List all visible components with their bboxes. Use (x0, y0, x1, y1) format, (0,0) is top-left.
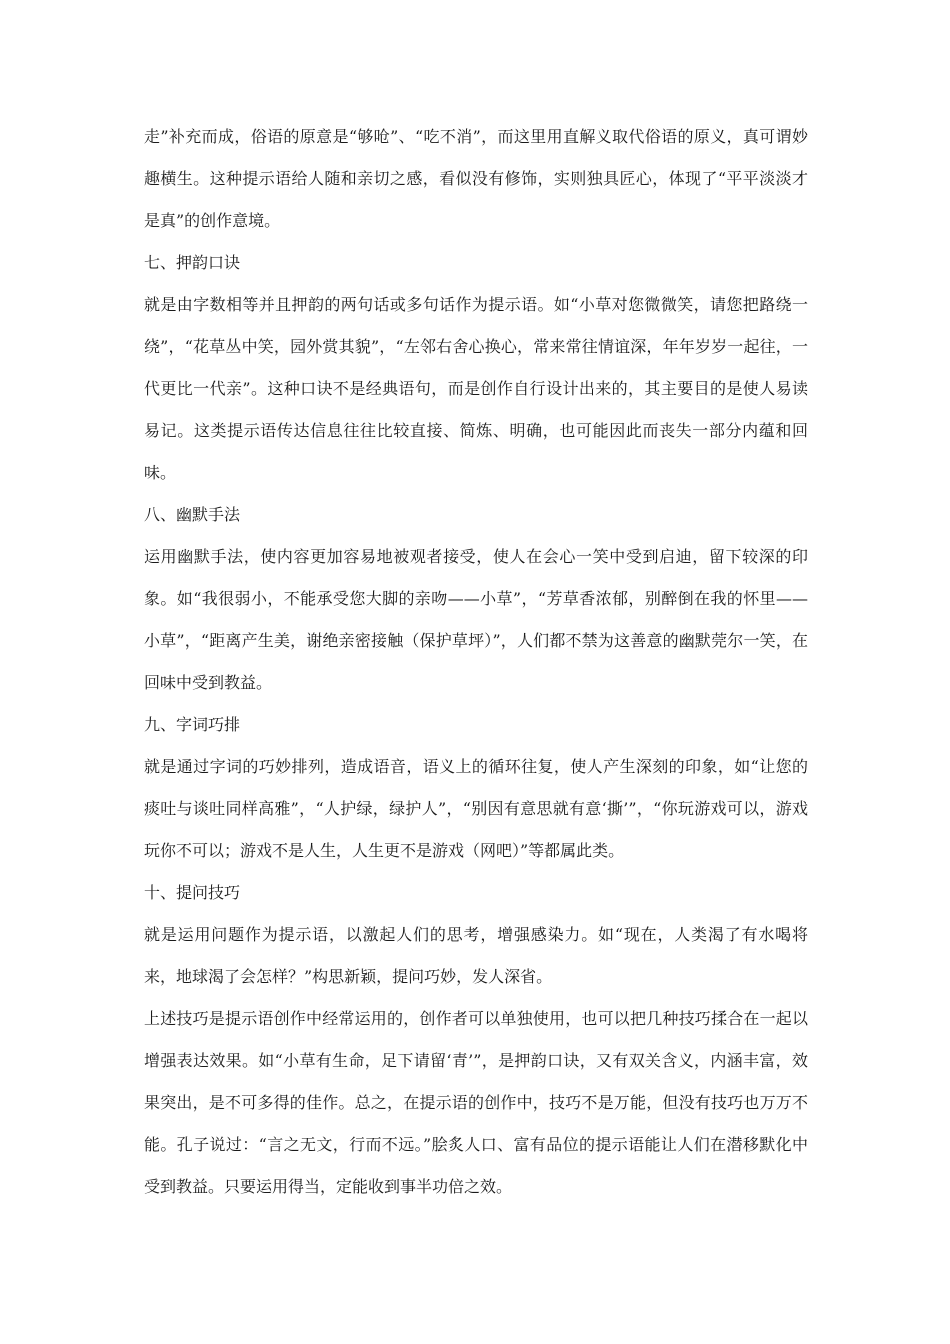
section-heading-questioning: 十、提问技巧 (144, 883, 241, 902)
paragraph-conclusion: 上述技巧是提示语创作中经常运用的，创作者可以单独使用，也可以把几种技巧揉合在一起以增强表达效果。如“小草有生命，足下请留‘青’”，是押韵口诀，又有双关含义，内涵丰富，效果突出，是不可多得的佳作。总之，在提示语的创作中，技巧不是万能，但没有技巧也万万不能。孔子说过：“言之无文，行而不远。”脍炙人口、富有品位的提示语能让人们在潜移默化中受到教益。只要运用得当，定能收到事半功倍之效。 (144, 1009, 808, 1196)
paragraph-intro-continuation: 走”补充而成，俗语的原意是“够呛”、“吃不消”，而这里用直解义取代俗语的原义，真可谓妙趣横生。这种提示语给人随和亲切之感，看似没有修饰，实则独具匠心，体现了“平平淡淡才是真”的创作意境。 (144, 127, 808, 230)
paragraph-questioning: 就是运用问题作为提示语，以激起人们的思考，增强感染力。如“现在，人类渴了有水喝将来，地球渴了会怎样？”构思新颖，提问巧妙，发人深省。 (144, 925, 808, 986)
paragraph-rhyme-formula: 就是由字数相等并且押韵的两句话或多句话作为提示语。如“小草对您微微笑，请您把路绕一绕”，“花草丛中笑，园外赏其貌”，“左邻右舍心换心，常来常往情谊深，年年岁岁一起往，一代更比一代亲”。这种口诀不是经典语句，而是创作自行设计出来的，其主要目的是使人易读易记。这类提示语传达信息往往比较直接、简炼、明确，也可能因此而丧失一部分内蕴和回味。 (144, 295, 808, 482)
section-heading-word-arrangement: 九、字词巧排 (144, 715, 241, 734)
paragraph-word-arrangement: 就是通过字词的巧妙排列，造成语音，语义上的循环往复，使人产生深刻的印象，如“让您的痰吐与谈吐同样高雅”，“人护绿，绿护人”，“别因有意思就有意‘撕’”，“你玩游戏可以，游戏玩你不可以；游戏不是人生，人生更不是游戏（网吧）”等都属此类。 (144, 757, 808, 860)
section-heading-humor: 八、幽默手法 (144, 505, 241, 524)
document-page (144, 116, 808, 1208)
paragraph-humor: 运用幽默手法，使内容更加容易地被观者接受，使人在会心一笑中受到启迪，留下较深的印象。如“我很弱小，不能承受您大脚的亲吻——小草”，“芳草香浓郁，别醉倒在我的怀里——小草”，“距离产生美，谢绝亲密接触（保护草坪）”，人们都不禁为这善意的幽默莞尔一笑，在回味中受到教益。 (144, 547, 808, 692)
section-heading-rhyme-formula: 七、押韵口诀 (144, 253, 241, 272)
